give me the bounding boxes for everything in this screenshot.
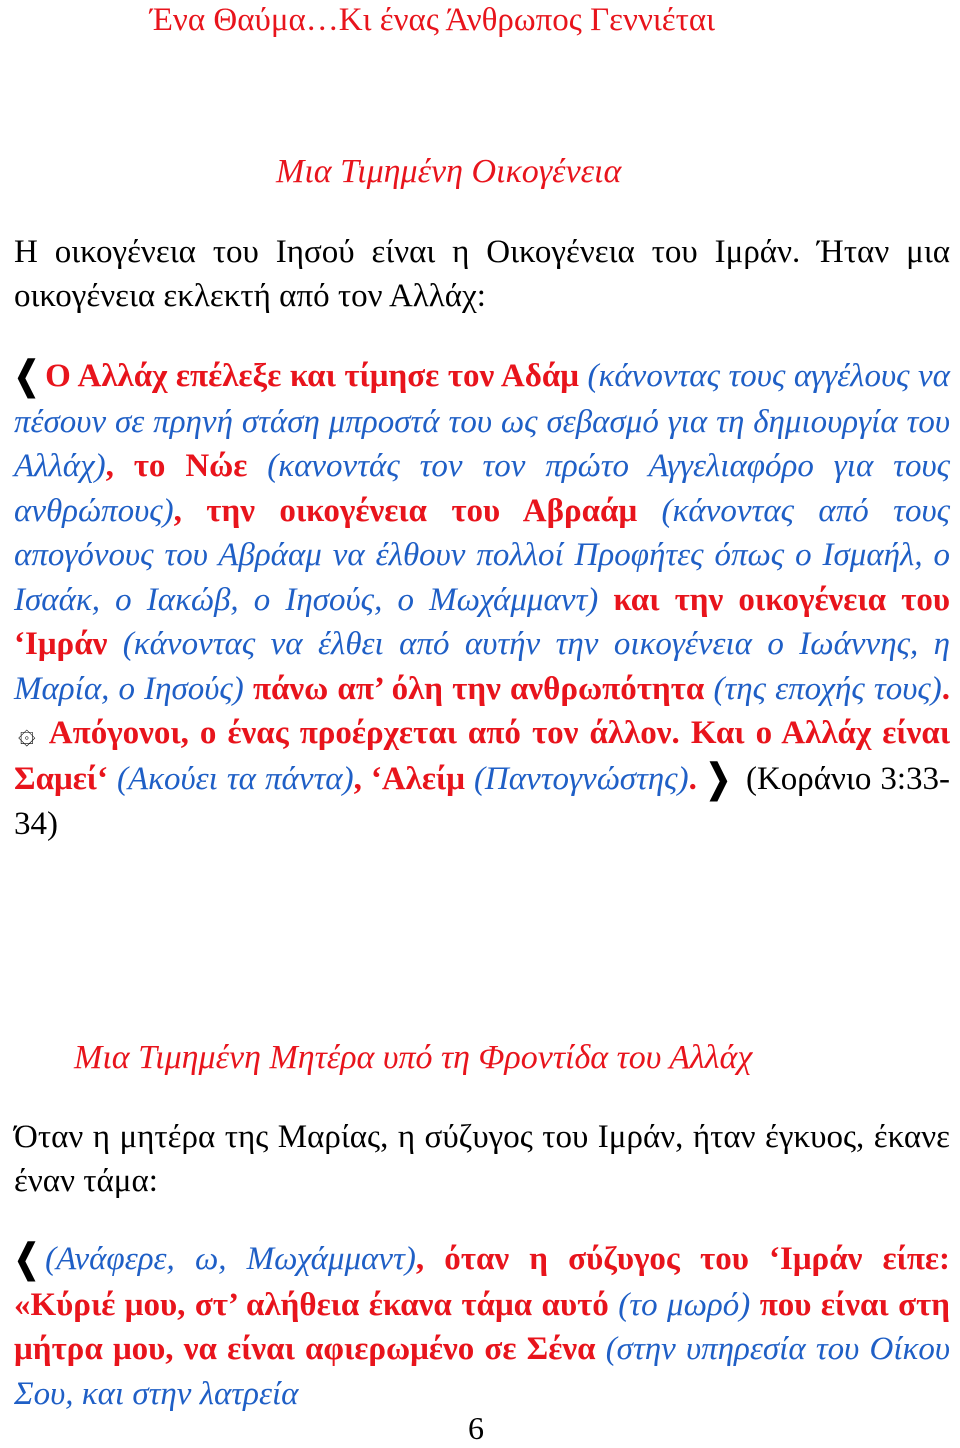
quran-quote-mother-vow bbox=[14, 1237, 950, 1416]
quote-tafsir-segment: (κάνοντας να έλθει από αυτήν την οικογένεια ο Ιωάννης, η Μαρία, ο Ιησούς) bbox=[14, 626, 950, 707]
page-title: Ένα Θαύμα…Κι ένας Άνθρωπος Γεννιέται bbox=[150, 2, 716, 38]
quote-tafsir-segment: (κάνοντας από τους απογόνους του Αβράαμ να έλθουν πολλοί Προφήτες όπως ο Ισμαήλ, ο Ισαάκ, ο Ιακώβ, ο Ιησούς, ο Μωχάμμαντ) bbox=[14, 492, 950, 618]
quote-segment: πάνω απ’ όλη την ανθρωπότητα bbox=[243, 670, 705, 707]
quote-segment: Ο Αλλάχ επέλεξε και τίμησε τον Αδάμ bbox=[45, 358, 580, 394]
quote-tafsir-segment: (Ακούει τα πάντα) bbox=[108, 760, 354, 797]
quran-citation: (Κοράνιο 3:33-34) bbox=[14, 760, 951, 842]
quote-segment: , όταν η σύζυγος του ‘Ιμράν είπε: «Κύριέ μου, στ’ αλήθεια έκανα τάμα αυτό bbox=[14, 1241, 950, 1323]
quote-tafsir-segment: (στην υπηρεσία του Οίκου Σου, και στην λατρεία bbox=[14, 1331, 950, 1412]
section-heading-honored-mother: Μια Τιμημένη Μητέρα υπό τη Φροντίδα του Αλλάχ bbox=[74, 1039, 753, 1076]
quote-segment: Απόγονοι, ο ένας προέρχεται από τον άλλον. Και ο Αλλάχ είναι Σαμεί‘ bbox=[14, 715, 950, 797]
quote-tafsir-segment: (Παντογνώστης) bbox=[464, 760, 689, 797]
quote-tafsir-segment: (το μωρό) bbox=[608, 1286, 751, 1323]
quote-tafsir-segment: (κάνοντας τους αγγέλους να πέσουν σε πρηνή στάση μπροστά του ως σεβασμό για τη δημιουργία του Αλλάχ) bbox=[14, 358, 950, 484]
section1-intro-paragraph: Η οικογένεια του Ιησού είναι η Οικογένεια του Ιμράν. Ήταν μια οικογένεια εκλεκτή από τον Αλλάχ: bbox=[14, 234, 950, 314]
section-heading-honored-family: Μια Τιμημένη Οικογένεια bbox=[276, 153, 622, 190]
quote-segment: , την οικογένεια του Αβραάμ bbox=[173, 492, 638, 529]
rub-el-hizb-star-icon: ۞ bbox=[18, 717, 36, 750]
section2-intro-paragraph: Όταν η μητέρα της Μαρίας, η σύζυγος του Ιμράν, ήταν έγκυος, έκανε έναν τάμα: bbox=[14, 1119, 950, 1199]
quote-segment: , ‘Αλείμ bbox=[353, 760, 465, 797]
quran-quote-3-33-34 bbox=[14, 354, 950, 847]
quote-segment: και την οικογένεια του ‘Ιμράν bbox=[14, 581, 951, 662]
quote-open-bracket-icon: ❮ bbox=[14, 354, 40, 398]
quote-segment: . bbox=[941, 670, 950, 707]
quote-segment: , το Νώε bbox=[105, 448, 248, 484]
quote-close-bracket-icon: ❯ bbox=[705, 757, 731, 801]
quote-open-bracket-icon: ❮ bbox=[14, 1237, 40, 1281]
quote-segment: . bbox=[688, 760, 706, 797]
quote-tafsir-segment: (κανοντάς τον τον πρώτο Αγγελιαφόρο για τους ανθρώπους) bbox=[14, 448, 950, 529]
quote-tafsir-segment: (της εποχής τους) bbox=[704, 670, 942, 707]
quote-segment: που είναι στη μήτρα μου, να είναι αφιερωμένο σε Σένα bbox=[14, 1286, 950, 1367]
page-number: 6 bbox=[468, 1410, 484, 1446]
quote-tafsir-segment: (Ανάφερε, ω, Μωχάμμαντ) bbox=[45, 1241, 416, 1277]
